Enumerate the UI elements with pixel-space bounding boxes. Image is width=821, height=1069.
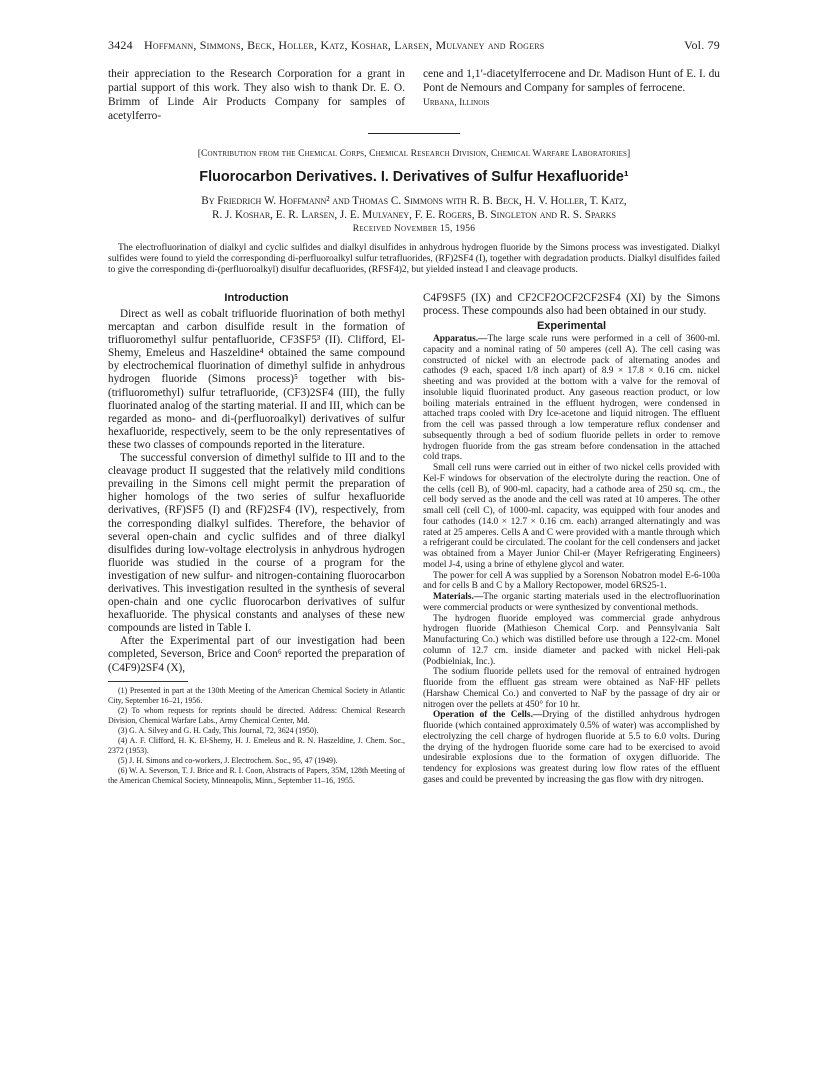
power-paragraph: The power for cell A was supplied by a Sorenson Nobatron model E-6-100a and for cells B and C by a Mallory Rectopower, model 6RS25-1. <box>423 570 720 592</box>
sodium-fluoride-paragraph: The sodium fluoride pellets used for the removal of entrained hydrogen fluoride from the effluent gas stream were obtained as NaF·HF pellets (Harshaw Chemical Co.) and converted to NaF by the passage of dry air or nitrogen over the pellets at 450° for 10 hr. <box>423 667 720 710</box>
intro-paragraph-1: Direct as well as cobalt trifluoride fluorination of both methyl mercaptan and carbon disulfide result in the formation of trifluoromethyl sulfur pentafluoride, CF3SF5³ (II). Clifford, El-Shemy, Emeleus and Haszeldine⁴ obtained the same compound by electrochemical fluorination of dimethyl sulfide in anhydrous hydrogen fluoride (Simons process)⁵ together with bis-(trifluoromethyl) sulfur tetrafluoride, (CF3)2SF4 (III), the fully fluorinated analog of the starting material. II and III, which can be regarded as mono- and di-(perfluoroalkyl) derivatives of sulfur hexafluoride, respectively, seem to be the only representatives of these two classes of compounds reported in the literature. <box>108 308 405 451</box>
operation-text: Drying of the distilled anhydrous hydrogen fluoride (which contained approximately 0.5% of water) was accomplished by electrolyzing the cell charge of hydrogen fluoride at 5.5 to 6.0 volts. During the drying of the hydrogen fluoride some care had to be exercised to avoid undesirable explosions due to the formation of oxygen difluoride. The tendency for explosions was greatest during low flow rates of the effluent gases and could be prevented by increasing the gas flow with dry nitrogen. <box>423 710 720 785</box>
experimental-text <box>423 334 720 786</box>
footnote-3: (3) G. A. Silvey and G. H. Cady, This Journal, 72, 3624 (1950). <box>118 725 319 735</box>
contribution-line: [Contribution from the Chemical Corps, Chemical Research Division, Chemical Warfare Laboratories] <box>197 148 631 159</box>
apparatus-label: Apparatus.— <box>433 334 488 344</box>
hydrogen-fluoride-paragraph: The hydrogen fluoride employed was commercial grade anhydrous hydrogen fluoride (Mathieson Chemical Corp. and Pennsylvania Salt Manufacturing Co.) which was distilled before use through a 122-cm. Monel column of 12.7 cm. inside diameter and packed with nickel Heli-pak (Podbielniak, Inc.). <box>423 613 720 667</box>
byline-line-2: R. J. Koshar, E. R. Larsen, J. E. Mulvaney, F. E. Rogers, B. Singleton and R. S. Sparks <box>211 209 616 221</box>
right-column <box>423 292 720 786</box>
byline <box>108 194 720 222</box>
experimental-heading: Experimental <box>536 320 607 332</box>
intro-continuation: C4F9SF5 (IX) and CF2CF2OCF2CF2SF4 (XI) by the Simons process. These compounds also had been obtained in our study. <box>423 292 720 317</box>
left-column <box>108 292 405 786</box>
footnote-4: (4) A. F. Clifford, H. K. El-Shemy, H. J. Emeleus and R. N. Haszeldine, J. Chem. Soc., 2372 (1953). <box>108 735 405 755</box>
running-head <box>108 38 720 53</box>
materials-paragraph <box>423 592 720 614</box>
running-head-authors: Hoffmann, Simmons, Beck, Holler, Katz, Koshar, Larsen, Mulvaney and Rogers <box>144 38 545 52</box>
operation-label: Operation of the Cells.— <box>433 710 543 721</box>
operation-paragraph <box>423 710 720 785</box>
intro-paragraph-2: The successful conversion of dimethyl sulfide to III and to the cleavage product II suggested that the relatively mild conditions prevailing in the Simons cell might permit the preparation of higher homologs of the two series of sulfur hexafluoride derivatives, (RF)SF5 (I) and (RF)2SF4 (IV), respectively, from the corresponding dialkyl sulfides. Therefore, the behavior of several open-chain and cyclic sulfides and of three dialkyl disulfides during low-voltage electrolysis in anhydrous hydrogen fluoride was studied in the course of a program for the investigation of new sulfur- and nitrogen-containing fluorocarbon derivatives. This investigation resulted in the synthesis of several open-chain and one cyclic fluorocarbon derivatives of sulfur hexafluoride. The physical constants and analyses of these new compounds are listed in Table I. <box>108 452 405 635</box>
article-body <box>108 292 720 786</box>
footnote-5: (5) J. H. Simons and co-workers, J. Electrochem. Soc., 95, 47 (1949). <box>118 755 338 765</box>
byline-line-1: By Friedrich W. Hoffmann² and Thomas C. Simmons with R. B. Beck, H. V. Holler, T. Katz, <box>201 195 627 207</box>
small-cells-paragraph: Small cell runs were carried out in either of two nickel cells provided with Kel-F windows for observation of the electrolyte during the reaction. One of the cells (cell B), of 900-ml. capacity, had a cathode area of 250 sq. cm., the cell body served as the anode and the cell was rated at 10 amperes. The other small cell (cell C), of 1000-ml. capacity, was equipped with four anodes and four cathodes (14.0 × 12.7 × 0.16 cm. each) arranged alternatingly and was rated at 25 amperes. Cells A and C were provided with a mantle through which a refrigerant could be circulated. The coolant for the cell condensers and jacket was obtained from a Mayer Junior Chil-er (Mayer Refrigerating Engineers) model J-4, using a brine of ethylene glycol and water. <box>423 463 720 570</box>
introduction-text <box>108 308 405 675</box>
materials-label: Materials.— <box>433 592 484 602</box>
abstract: The electrofluorination of dialkyl and cyclic sulfides and dialkyl disulfides in anhydrous hydrogen fluoride by the Simons process was investigated. Dialkyl sulfides were found to yield the corresponding di-perfluoroalkyl sulfur tetrafluorides, (RF)2SF4 (I), together with degradation products. Dialkyl disulfides failed to give the corresponding di-(perfluoroalkyl) disulfur decafluorides, (RFSF4)2, but yielded instead I and cleavage products. <box>108 243 720 275</box>
page-number: 3424 <box>108 38 133 52</box>
footnote-6: (6) W. A. Severson, T. J. Brice and R. I. Coon, Abstracts of Papers, 35M, 128th Meeting of the American Chemical Society, Minneapolis, Minn., September 11–16, 1955. <box>108 765 405 785</box>
apparatus-text: The large scale runs were performed in a cell of 3600-ml. capacity and a nominal rating of 50 amperes (cell A). The cell casing was constructed of nickel with an electrode pack of alternating anodes and cathodes (9 each, spaced 1/8 inch apart) of 8.9 × 17.8 × 0.16 cm. nickel sheeting and was provided at the bottom with a valve for the removal of insoluble liquid fluorinated product. Any gaseous reaction product, or low boiling materials entrained in the effluent hydrogen, were condensed in attached traps cooled with Dry Ice-acetone and liquid nitrogen. The effluent from the cell was passed through a low temperature reflux condenser and subsequently through a bed of sodium fluoride pellets in order to remove hydrogen fluoride from the gas stream before condensation in the attached cold traps. <box>423 334 720 463</box>
apparatus-paragraph <box>423 334 720 463</box>
volume-number: Vol. 79 <box>684 38 720 52</box>
location: Urbana, Illinois <box>423 98 490 108</box>
acknowledgment-right: cene and 1,1′-diacetylferrocene and Dr. Madison Hunt of E. I. du Pont de Nemours and Company for samples of ferrocene. <box>423 68 720 94</box>
received-date: Received November 15, 1956 <box>352 224 476 234</box>
article-title: Fluorocarbon Derivatives. I. Derivatives of Sulfur Hexafluoride¹ <box>199 169 629 185</box>
footnotes <box>108 686 405 786</box>
footnote-1: (1) Presented in part at the 130th Meeting of the American Chemical Society in Atlantic City, September 16–21, 1956. <box>108 685 405 705</box>
materials-text: The organic starting materials used in the electrofluorination were commercial products or were synthesized by conventional methods. <box>423 592 720 613</box>
footnote-2: (2) To whom requests for reprints should be directed. Address: Chemical Research Division, Chemical Warfare Labs., Army Chemical Center, Md. <box>108 705 405 725</box>
preceding-article-end <box>108 67 720 123</box>
footnote-divider <box>108 681 188 682</box>
section-divider <box>368 133 460 134</box>
acknowledgment-left: their appreciation to the Research Corporation for a grant in partial support of this work. They also wish to thank Dr. E. O. Brimm of Linde Air Products Company for samples of acetylferro- <box>108 68 405 122</box>
intro-paragraph-3: After the Experimental part of our investigation had been completed, Severson, Brice and Coon⁶ reported the preparation of (C4F9)2SF4 (X), <box>108 635 405 674</box>
journal-page <box>108 38 720 786</box>
introduction-heading: Introduction <box>224 292 289 304</box>
